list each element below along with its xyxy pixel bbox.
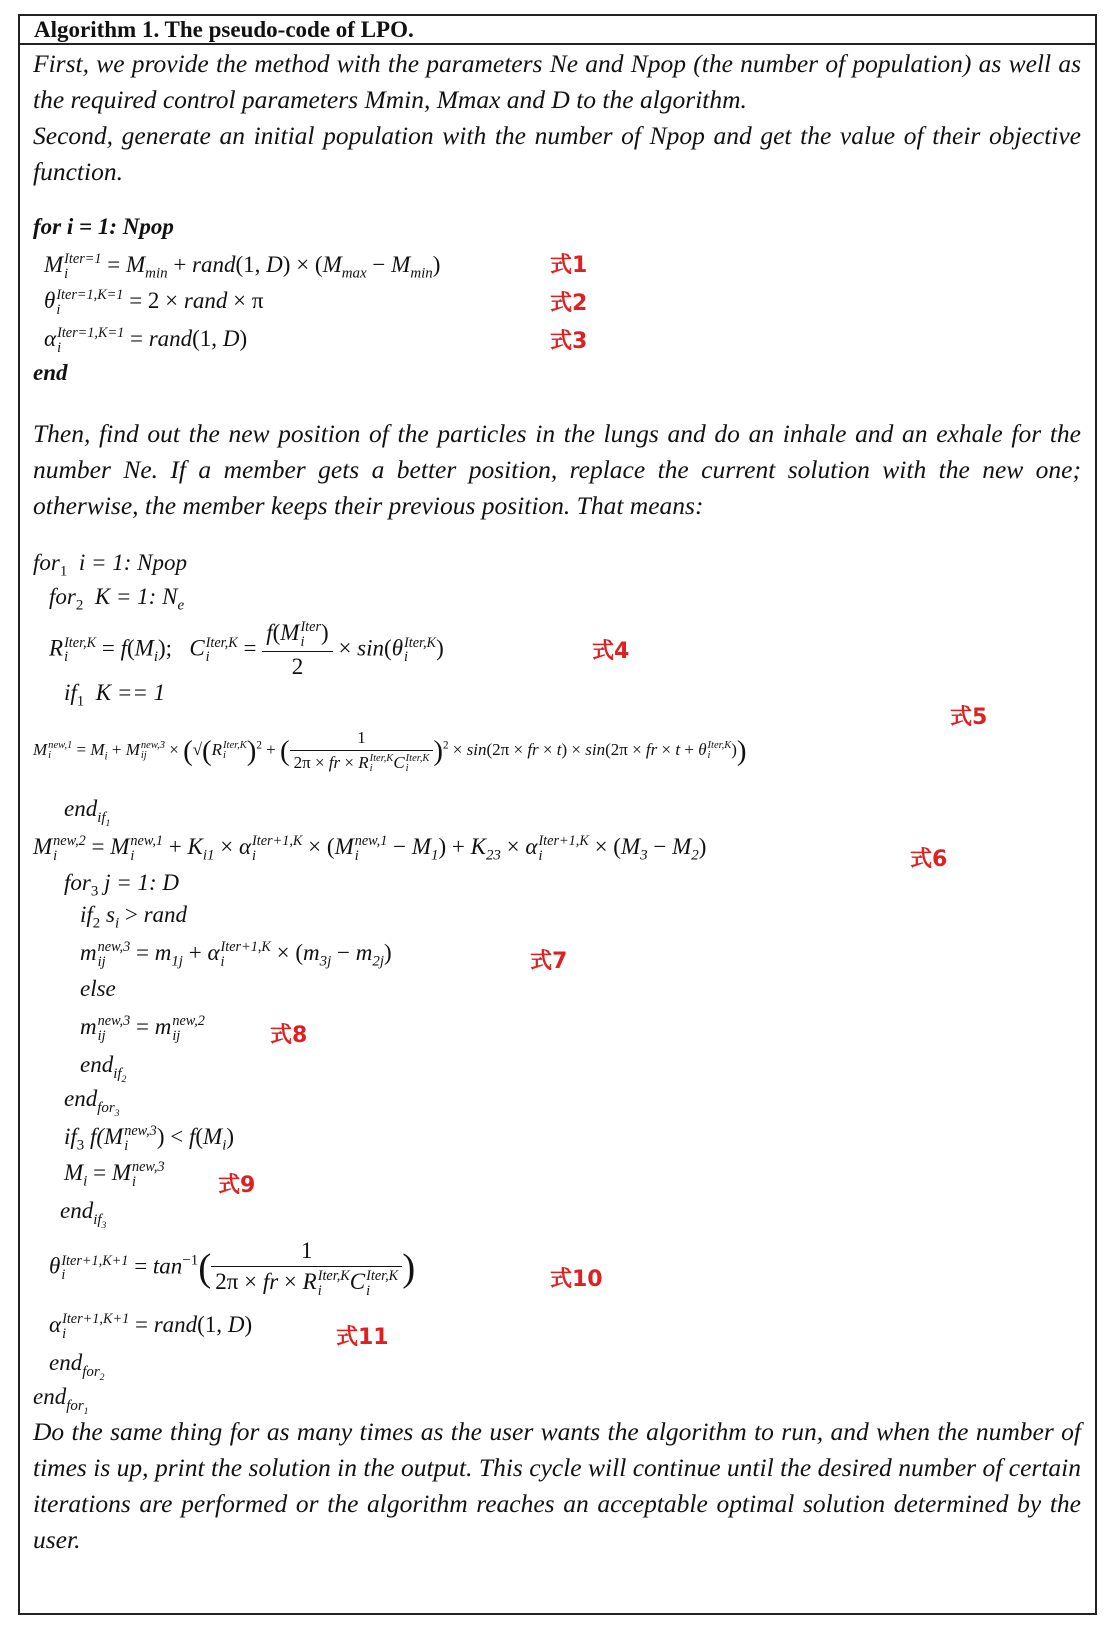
endfor3-line: end$_{for_3}$ [64, 1086, 120, 1119]
eq7-line: m new,3 ij = $m_{1j} + \alpha$ Iter+1,K i × $(m_{3j} - m_{2j})$ [80, 939, 392, 970]
eq10-line: θ Iter+1,K+1 i = $\tan^{-1}$( 1 2π × fr × R Iter,K i C Iter,K i ) [49, 1238, 416, 1299]
algorithm-box [18, 14, 1097, 1615]
if2-keyword: if [80, 902, 93, 927]
endif2-keyword: end [80, 1052, 114, 1077]
else-line: else [80, 976, 116, 1001]
eq-tag-4: 式4 [592, 639, 630, 664]
algorithm-title: Algorithm 1. The pseudo-code of LPO. [34, 17, 414, 42]
if3-condition: f(M [90, 1124, 124, 1149]
eq-tag-1: 式1 [550, 253, 588, 278]
endfor3-keyword: end [64, 1086, 98, 1111]
eq4-line: R Iter,K i = $f(M_i)$; C Iter,K i = f(M Iter i ) 2 × sin(θ Iter,K i ) [49, 619, 444, 679]
if1-condition: K == 1 [95, 680, 166, 705]
if1-keyword: if [64, 680, 77, 705]
endif1-keyword: end [64, 796, 98, 821]
endfor2-keyword: end [49, 1350, 83, 1375]
eq-tag-7: 式7 [530, 949, 568, 974]
algorithm-title-bar [20, 16, 1095, 45]
eq-tag-10: 式10 [550, 1267, 603, 1292]
if3-keyword: if [64, 1124, 77, 1149]
paragraph-2: Second, generate an initial population with the number of Npop and get the value of their objective function. [33, 121, 1081, 186]
endif2-line: end$_{if_2}$ [80, 1052, 127, 1085]
eq-tag-2: 式2 [550, 291, 588, 316]
eq2-line: θ Iter=1,K=1 i = 2 × rand × π [44, 287, 264, 318]
eq-tag-8: 式8 [270, 1023, 308, 1048]
endif3-keyword: end [60, 1198, 94, 1223]
paragraph-intro [33, 46, 1081, 190]
eq-tag-5: 式5 [950, 705, 988, 730]
init-end-line: end [33, 360, 68, 385]
paragraph-1: First, we provide the method with the parameters Ne and Npop (the number of population) as well as the required control parameters Mmin, Mmax and D to the algorithm. [33, 49, 1081, 114]
for3-keyword: for [64, 870, 91, 895]
for3-line: for$_3$ j = 1: D [64, 870, 179, 900]
for1-line: for$_1$ i = 1: Npop [33, 550, 187, 580]
paragraph-3: Then, find out the new position of the particles in the lungs and do an inhale and an exhale for the number Ne. If a member gets a better position, replace the current solution with the new one; otherwise, the member keeps their previous position. That means: [33, 419, 1081, 520]
if2-line: $if_2$ $s_i$ > rand [80, 902, 188, 932]
eq9-line: $M_i = M$ new,3 i [64, 1159, 165, 1190]
endif3-line: end$_{if_3}$ [60, 1198, 107, 1231]
for2-keyword: for [49, 584, 76, 609]
eq11-line: α Iter+1,K+1 i = rand(1, D) [49, 1311, 253, 1342]
endif1-line: end$_{if_1}$ [64, 796, 111, 829]
init-for-line: for i = 1: Npop [33, 214, 174, 239]
if3-line: $if_3$ f(M new,3 i ) < $f(M_i)$ [64, 1123, 235, 1154]
eq-tag-6: 式6 [910, 847, 948, 872]
paragraph-4: Do the same thing for as many times as the user wants the algorithm to run, and when the number of times is up, print the solution in the output. This cycle will continue until the desired number of certain iterations are performed or the algorithm reaches an acceptable optimal solution determined by the user. [33, 1417, 1081, 1554]
for2-range: K = 1: N [94, 584, 178, 609]
eq8-line: m new,3 ij = m new,2 ij [80, 1013, 205, 1044]
eq5-line: M new,1 i = $M_i + M$ new,3 ij × (√(R Iter,K i )$^2$ + ( 1 2π × fr × R Iter,K i C Iter,K i )$^2$ × sin(2π × fr × t) × sin(2π × fr × t + θ Iter,K i )) [33, 728, 747, 775]
eq-tag-3: 式3 [550, 329, 588, 354]
for2-line: for$_2$ K = 1: $N_e$ [49, 584, 185, 614]
if2-condition: s [106, 902, 115, 927]
for3-range: j = 1: D [104, 870, 179, 895]
endfor1-keyword: end [33, 1384, 67, 1409]
for1-range: i = 1: Npop [78, 550, 187, 575]
eq1-line: M Iter=1 i = $M_{min}$ + rand(1, $D) \times (M_{max} - M_{min})$ [44, 251, 441, 282]
eq-tag-9: 式9 [218, 1173, 256, 1198]
eq3-line: α Iter=1,K=1 i = rand(1, D) [44, 325, 248, 356]
endfor2-line: end$_{for_2}$ [49, 1350, 105, 1383]
for1-keyword: for [33, 550, 60, 575]
if1-line: $if_1$ K == 1 [64, 680, 166, 710]
eq-tag-11: 式11 [336, 1325, 389, 1350]
eq6-line: M new,2 i = M new,1 i + $K_{i1} \times \alpha$ Iter+1,K i × (M new,1 i − $M_1) + K_{23} \times \alpha$ Iter+1,K i × $(M_3 - M_2)$ [33, 833, 707, 864]
endfor1-line: end$_{for_1}$ [33, 1384, 89, 1417]
